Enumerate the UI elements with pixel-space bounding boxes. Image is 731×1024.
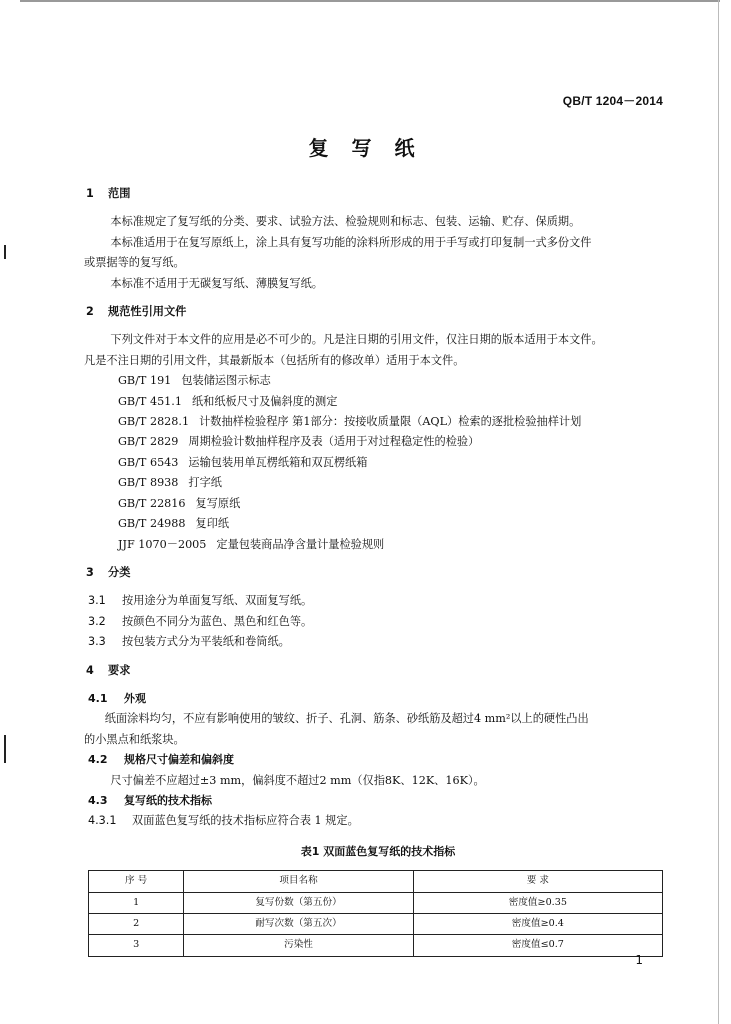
scan-mark	[4, 245, 6, 259]
table-cell: 2	[89, 914, 184, 935]
subsection-number: 4.3	[88, 793, 108, 807]
table-row	[89, 914, 663, 935]
table-header-cell: 要 求	[413, 871, 662, 892]
subsection-title: 外观	[124, 691, 146, 705]
reference-code: GB/T 191	[118, 374, 172, 388]
top-rule	[20, 0, 720, 2]
section-number: 2	[86, 305, 94, 319]
table-cell: 耐写次数（第五次）	[184, 914, 413, 935]
reference-code: GB/T 24988	[118, 517, 186, 531]
scan-mark	[4, 735, 6, 763]
reference-name: 包装储运图示标志	[181, 374, 271, 388]
reference-code: GB/T 6543	[118, 455, 179, 469]
clause	[88, 612, 668, 632]
table-caption: 表1 双面蓝色复写纸的技术指标	[300, 844, 456, 858]
table-row	[89, 892, 663, 913]
reference-name: 定量包装商品净含量计量检验规则	[216, 537, 385, 551]
section-title: 分类	[108, 565, 131, 579]
paragraph-continuation: 凡是不注日期的引用文件，其最新版本（包括所有的修改单）适用于本文件。	[84, 353, 465, 367]
reference-name: 计数抽样检验程序 第1部分：按接收质量限（AQL）检索的逐批检验抽样计划	[199, 415, 582, 429]
table-cell: 复写份数（第五份）	[184, 892, 413, 913]
reference-item	[88, 412, 668, 432]
clause-text: 按用途分为单面复写纸、双面复写纸。	[122, 594, 313, 608]
clause-text: 双面蓝色复写纸的技术指标应符合表 1 规定。	[132, 814, 359, 828]
table-cell: 1	[89, 892, 184, 913]
section-title: 规范性引用文件	[108, 305, 187, 319]
reference-list	[88, 371, 668, 555]
reference-name: 纸和纸板尺寸及偏斜度的测定	[191, 394, 338, 408]
paragraph: 本标准适用于在复写原纸上，涂上具有复写功能的涂料所形成的用于手写或打印复制一式多份文件	[110, 235, 592, 249]
section-heading-2	[86, 302, 668, 322]
reference-name: 复写原纸	[195, 496, 241, 510]
paragraph: 尺寸偏差不应超过±3 mm，偏斜度不超过2 mm（仅指8K、12K、16K）。	[110, 773, 485, 787]
paragraph-continuation: 的小黑点和纸浆块。	[84, 732, 185, 746]
clause-number: 3.2	[88, 614, 106, 628]
reference-item	[88, 535, 668, 555]
reference-code: GB/T 8938	[118, 476, 179, 490]
clause	[88, 632, 668, 652]
subsection-title: 规格尺寸偏差和偏斜度	[124, 753, 234, 767]
reference-item	[88, 514, 668, 534]
clause	[88, 591, 668, 611]
reference-item	[88, 371, 668, 391]
clause-number: 3.1	[88, 594, 106, 608]
paragraph: 本标准不适用于无碳复写纸、薄膜复写纸。	[110, 276, 323, 290]
reference-item	[88, 453, 668, 473]
subsection-number: 4.1	[88, 691, 108, 705]
reference-code: GB/T 22816	[118, 496, 186, 510]
table-cell: 3	[89, 935, 184, 956]
table-row	[89, 935, 663, 956]
subsection-heading	[88, 791, 668, 811]
paragraph-continuation: 或票据等的复写纸。	[84, 256, 185, 270]
paragraph: 下列文件对于本文件的应用是必不可少的。凡是注日期的引用文件，仅注日期的版本适用于本文件。	[110, 333, 603, 347]
document-body	[84, 182, 668, 957]
clause-text: 按颜色不同分为蓝色、黑色和红色等。	[122, 614, 313, 628]
section-heading-1	[86, 184, 668, 204]
reference-item	[88, 392, 668, 412]
section-title: 要求	[108, 663, 131, 677]
page-number: 1	[635, 953, 643, 967]
reference-code: GB/T 2829	[118, 435, 179, 449]
section-title: 范围	[108, 187, 131, 200]
clause-number: 4.3.1	[88, 814, 117, 828]
page-title: 复 写 纸	[308, 136, 423, 160]
subsection-number: 4.2	[88, 753, 108, 767]
section-heading-4	[86, 661, 668, 681]
table-header-cell: 项目名称	[184, 871, 413, 892]
reference-code: GB/T 2828.1	[118, 415, 190, 429]
section-number: 1	[86, 187, 94, 200]
table-cell: 污染性	[184, 935, 413, 956]
subsection-heading	[88, 750, 668, 770]
subsection-title: 复写纸的技术指标	[124, 793, 212, 807]
table-cell: 密度值≤0.7	[413, 935, 662, 956]
reference-item	[88, 432, 668, 452]
reference-name: 复印纸	[195, 517, 230, 531]
table-cell: 密度值≥0.35	[413, 892, 662, 913]
table-header-row	[89, 871, 663, 892]
clause-text: 按包装方式分为平装纸和卷筒纸。	[122, 635, 290, 649]
reference-code: JJF 1070－2005	[118, 537, 207, 551]
section-number: 3	[86, 565, 94, 579]
reference-item	[88, 494, 668, 514]
section-number: 4	[86, 663, 94, 677]
section-heading-3	[86, 563, 668, 583]
clause-number: 3.3	[88, 635, 106, 649]
reference-name: 运输包装用单瓦楞纸箱和双瓦楞纸箱	[188, 455, 368, 469]
reference-name: 打字纸	[188, 476, 222, 490]
clause	[88, 811, 668, 831]
paragraph: 本标准规定了复写纸的分类、要求、试验方法、检验规则和标志、包装、运输、贮存、保质期。	[110, 215, 581, 229]
reference-name: 周期检验计数抽样程序及表（适用于对过程稳定性的检验）	[188, 435, 480, 449]
standard-number: QB/T 1204－2014	[562, 94, 663, 108]
table-cell: 密度值≥0.4	[413, 914, 662, 935]
paragraph: 纸面涂料均匀，不应有影响使用的皱纹、折子、孔洞、筋条、砂纸筋及超过4 mm²以上的硬性凸出	[104, 712, 589, 726]
reference-code: GB/T 451.1	[118, 394, 182, 408]
table-header-cell: 序 号	[89, 871, 184, 892]
reference-item	[88, 473, 668, 493]
spec-table	[88, 870, 663, 957]
subsection-heading	[88, 689, 668, 709]
